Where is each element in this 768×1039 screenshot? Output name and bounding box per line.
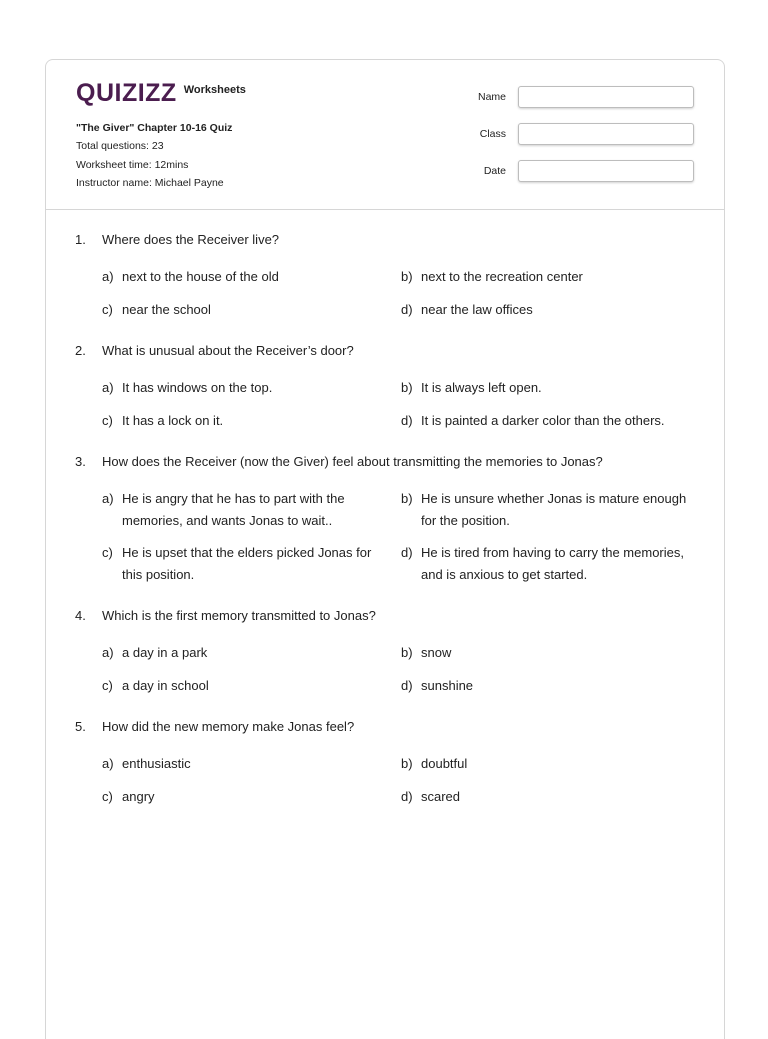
answer-option	[401, 266, 696, 288]
question-text: Which is the first memory transmitted to Jonas?	[102, 608, 376, 623]
name-field[interactable]	[518, 86, 694, 108]
worksheet-header	[46, 60, 724, 210]
total-questions: Total questions: 23	[76, 140, 164, 153]
option-letter: c)	[102, 545, 113, 560]
name-row	[456, 86, 694, 108]
question-text-row	[75, 453, 695, 471]
date-row	[456, 160, 694, 182]
option-letter: c)	[102, 788, 113, 804]
date-field[interactable]	[518, 160, 694, 182]
option-text: snow	[421, 645, 452, 660]
answer-options	[102, 488, 695, 585]
option-letter: d)	[401, 788, 413, 804]
option-text: He is unsure whether Jonas is mature enough for the position.	[421, 491, 687, 528]
option-letter: a)	[102, 756, 114, 771]
answer-option	[102, 642, 401, 664]
question-number: 2.	[75, 343, 86, 358]
question-text-row	[75, 342, 695, 360]
question-text: What is unusual about the Receiver’s door?	[102, 343, 354, 358]
option-text: next to the recreation center	[421, 269, 583, 284]
option-text: It has windows on the top.	[122, 380, 273, 395]
answer-option	[102, 377, 401, 399]
option-letter: c)	[102, 677, 113, 693]
quiz-title: "The Giver" Chapter 10-16 Quiz	[76, 122, 233, 134]
date-label: Date	[483, 165, 506, 177]
question-number: 1.	[75, 232, 86, 247]
option-letter: b)	[401, 645, 413, 660]
question-item	[75, 607, 695, 696]
student-fields	[456, 86, 694, 197]
question-text: Where does the Receiver live?	[102, 232, 280, 247]
option-text: next to the house of the old	[122, 269, 279, 284]
quizizz-logo: QUIZIZZ	[76, 79, 177, 107]
answer-option	[102, 786, 401, 808]
question-number: 4.	[75, 608, 86, 623]
answer-options	[102, 377, 695, 431]
answer-option	[401, 488, 696, 531]
option-text: He is tired from having to carry the memories, and is anxious to get started.	[421, 545, 684, 582]
question-list	[75, 231, 695, 829]
answer-option	[401, 786, 696, 808]
question-item	[75, 231, 695, 320]
option-letter: d)	[401, 545, 413, 560]
question-text-row	[75, 607, 695, 625]
option-text: scared	[421, 788, 461, 804]
option-text: sunshine	[421, 677, 474, 693]
answer-options	[102, 642, 695, 696]
answer-option	[401, 642, 696, 664]
question-text: How does the Receiver (now the Giver) feel about transmitting the memories to Jonas?	[102, 454, 603, 469]
option-text: a day in a park	[122, 645, 208, 660]
option-letter: a)	[102, 645, 114, 660]
question-item	[75, 718, 695, 807]
option-text: near the school	[122, 301, 211, 317]
option-letter: d)	[401, 412, 413, 428]
answer-option	[401, 299, 696, 321]
option-letter: b)	[401, 269, 413, 284]
worksheet-time: Worksheet time: 12mins	[76, 158, 189, 171]
option-letter: a)	[102, 491, 114, 506]
product-name: Worksheets	[183, 84, 246, 96]
question-number: 3.	[75, 454, 86, 469]
question-text-row	[75, 231, 695, 249]
question-number: 5.	[75, 719, 86, 734]
option-letter: c)	[102, 301, 113, 317]
option-letter: d)	[401, 301, 413, 317]
option-letter: a)	[102, 380, 114, 395]
option-letter: c)	[102, 412, 113, 428]
option-text: angry	[122, 788, 155, 804]
option-text: He is upset that the elders picked Jonas for this position.	[122, 545, 372, 582]
answer-option	[102, 266, 401, 288]
option-letter: b)	[401, 491, 413, 506]
class-label: Class	[479, 128, 506, 140]
option-text: doubtful	[421, 756, 468, 771]
answer-option	[401, 542, 696, 585]
option-text: He is angry that he has to part with the memories, and wants Jonas to wait..	[122, 491, 345, 528]
option-letter: d)	[401, 677, 413, 693]
answer-option	[401, 753, 696, 775]
answer-option	[401, 410, 696, 432]
answer-option	[401, 377, 696, 399]
answer-option	[102, 542, 401, 585]
option-text: It is always left open.	[421, 380, 542, 395]
answer-option	[102, 753, 401, 775]
class-field[interactable]	[518, 123, 694, 145]
option-letter: b)	[401, 756, 413, 771]
worksheet-meta	[76, 119, 232, 192]
question-item	[75, 342, 695, 431]
answer-options	[102, 266, 695, 320]
brand	[76, 80, 246, 106]
answer-option	[102, 410, 401, 432]
question-text: How did the new memory make Jonas feel?	[102, 719, 355, 734]
option-letter: a)	[102, 269, 114, 284]
instructor-name: Instructor name: Michael Payne	[76, 176, 224, 189]
class-row	[456, 123, 694, 145]
option-letter: b)	[401, 380, 413, 395]
question-text-row	[75, 718, 695, 736]
question-item	[75, 453, 695, 585]
answer-options	[102, 753, 695, 807]
option-text: enthusiastic	[122, 756, 191, 771]
option-text: It has a lock on it.	[122, 412, 224, 428]
option-text: near the law offices	[421, 301, 533, 317]
answer-option	[102, 675, 401, 697]
name-label: Name	[477, 91, 506, 103]
answer-option	[401, 675, 696, 697]
answer-option	[102, 488, 401, 531]
answer-option	[102, 299, 401, 321]
option-text: It is painted a darker color than the others.	[421, 412, 665, 428]
option-text: a day in school	[122, 677, 209, 693]
